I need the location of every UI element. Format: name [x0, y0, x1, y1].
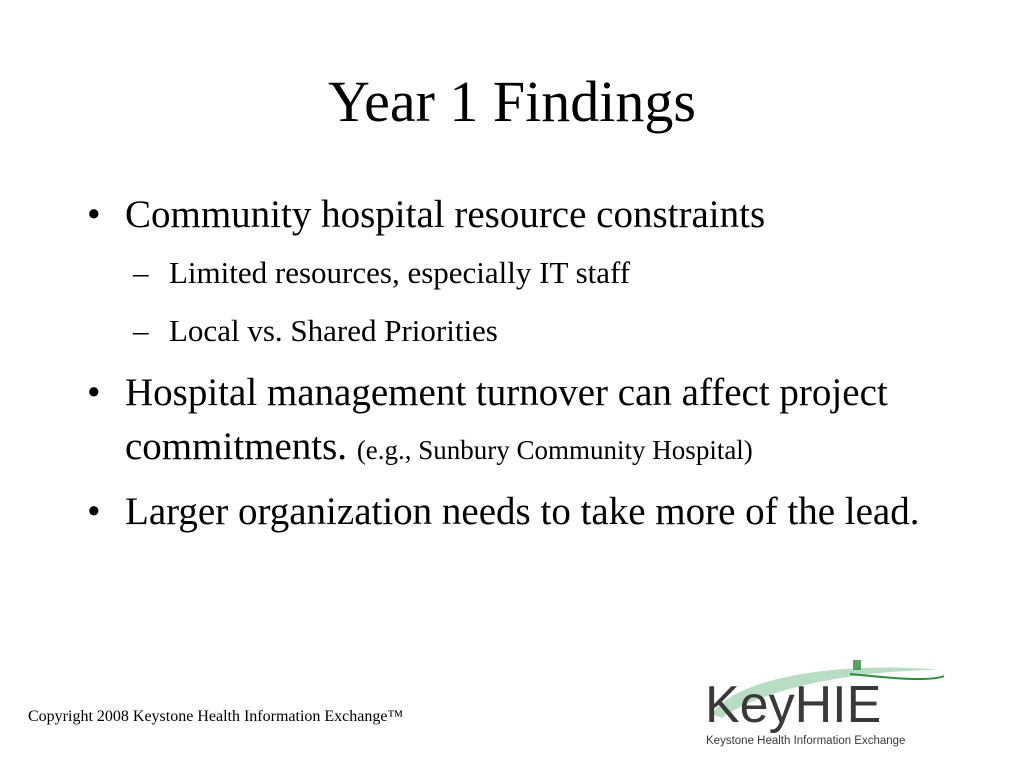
bullet-text: Hospital management turnover can affect project commitments. [125, 371, 888, 468]
sub-bullet-item [85, 250, 925, 296]
logo-tagline: Keystone Health Information Exchange [706, 735, 906, 747]
bullet-text: Community hospital resource constraints [125, 193, 766, 236]
logo-accent-mark [853, 660, 861, 670]
sub-bullet-text: Limited resources, especially IT staff [169, 255, 631, 290]
keyhie-logo [700, 652, 950, 752]
bullet-item [85, 366, 925, 477]
bullet-dot: • [87, 371, 101, 414]
bullet-item [85, 188, 925, 242]
sub-bullet-text: Local vs. Shared Priorities [169, 313, 498, 348]
sub-bullet-dash: – [133, 313, 149, 348]
bullet-item [85, 485, 925, 539]
bullet-dot: • [87, 490, 101, 533]
slide-title: Year 1 Findings [328, 69, 696, 134]
bullet-text: Larger organization needs to take more of the lead. [125, 490, 920, 533]
copyright-footer: Copyright 2008 Keystone Health Information Exchange™ [28, 708, 404, 725]
bullet-list [85, 188, 925, 547]
sub-bullet-item [85, 308, 925, 354]
logo-wordmark: KeyHIE [705, 676, 882, 734]
bullet-note: (e.g., Sunbury Community Hospital) [356, 435, 753, 465]
bullet-dot: • [87, 193, 101, 236]
sub-bullet-dash: – [133, 255, 149, 290]
